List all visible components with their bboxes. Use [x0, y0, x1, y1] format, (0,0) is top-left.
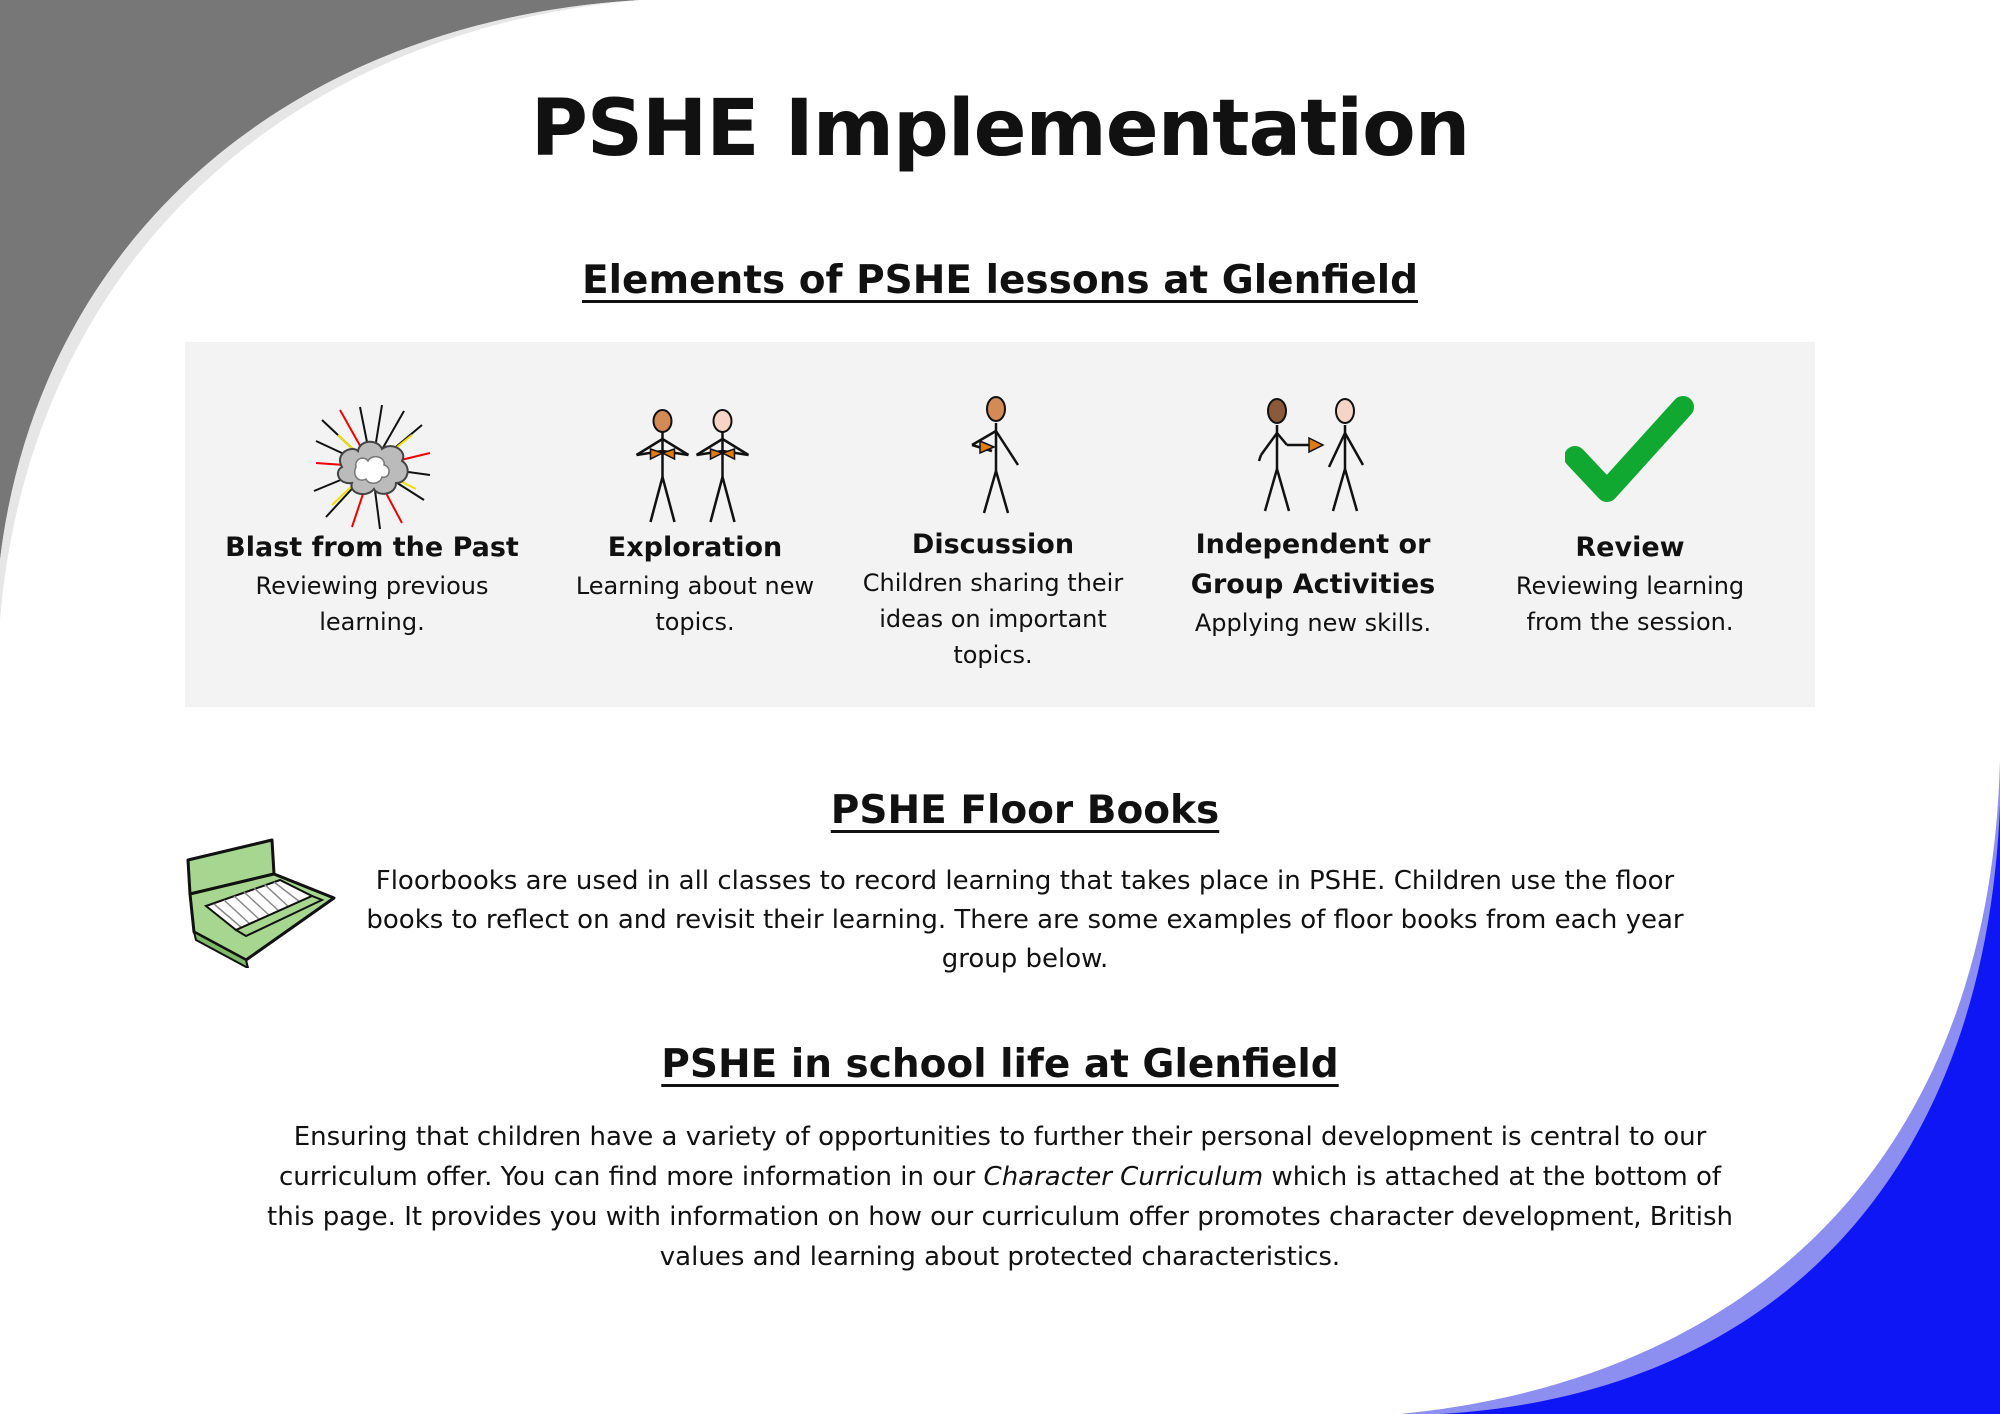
- element-title: Blast from the Past: [225, 532, 519, 563]
- elements-heading: Elements of PSHE lessons at Glenfield: [582, 258, 1418, 303]
- page-title: PSHE Implementation: [530, 84, 1470, 174]
- element-discussion: [843, 390, 1143, 680]
- explosion-icon: [312, 405, 432, 534]
- floor-books-line-3: group below.: [941, 944, 1109, 974]
- school-life-line-1: Ensuring that children have a variety of opportunities to further their personal development is central to our: [293, 1122, 1707, 1152]
- element-title-line-1: Independent or: [1195, 529, 1431, 560]
- element-title: Review: [1575, 532, 1685, 563]
- school-life-line-2-end: which is attached at the bottom of: [1263, 1162, 1721, 1192]
- school-life-paragraph: [250, 1117, 1750, 1277]
- element-desc-line-1: Reviewing previous: [255, 572, 489, 600]
- floor-books-line-2: books to reflect on and revisit their learning. There are some examples of floor books from each year: [366, 905, 1684, 935]
- school-life-line-2: [250, 1157, 1750, 1197]
- element-desc-line-2: topics.: [655, 608, 735, 636]
- element-blast-from-the-past: [222, 395, 522, 655]
- two-people-exploring-icon: [633, 407, 758, 531]
- element-desc-line-2: learning.: [319, 608, 425, 636]
- element-exploration: [545, 395, 845, 655]
- element-desc-line-1: Children sharing their: [862, 569, 1124, 597]
- element-desc-line-2: ideas on important: [879, 605, 1107, 633]
- element-title: Exploration: [607, 532, 783, 563]
- floor-books-line-1: Floorbooks are used in all classes to record learning that takes place in PSHE. Children use the floor: [375, 866, 1675, 896]
- character-curriculum-text: Character Curriculum: [983, 1162, 1264, 1192]
- floor-books-heading: PSHE Floor Books: [830, 788, 1220, 833]
- element-review: [1480, 395, 1780, 655]
- floor-book-icon: [184, 836, 338, 972]
- school-life-heading: PSHE in school life at Glenfield: [661, 1042, 1339, 1087]
- element-title-line-2: Group Activities: [1190, 569, 1436, 600]
- element-independent-group-activities: [1158, 390, 1468, 650]
- person-talking-icon: [958, 393, 1028, 522]
- school-life-line-2-start: curriculum offer. You can find more information in our: [278, 1162, 984, 1192]
- element-desc-line-1: Reviewing learning: [1515, 572, 1745, 600]
- school-life-line-3: this page. It provides you with information on how our curriculum offer promotes character development, British: [267, 1202, 1733, 1232]
- floor-books-paragraph: [355, 862, 1695, 979]
- element-desc-line-2: from the session.: [1526, 608, 1734, 636]
- element-desc-line-1: Applying new skills.: [1194, 609, 1432, 637]
- check-mark-icon: [1565, 395, 1695, 519]
- element-title: Discussion: [911, 529, 1075, 560]
- people-giving-icon: [1253, 395, 1373, 521]
- element-desc-line-3: topics.: [953, 641, 1033, 669]
- element-desc-line-1: Learning about new: [575, 572, 815, 600]
- school-life-line-4: values and learning about protected characteristics.: [659, 1242, 1341, 1272]
